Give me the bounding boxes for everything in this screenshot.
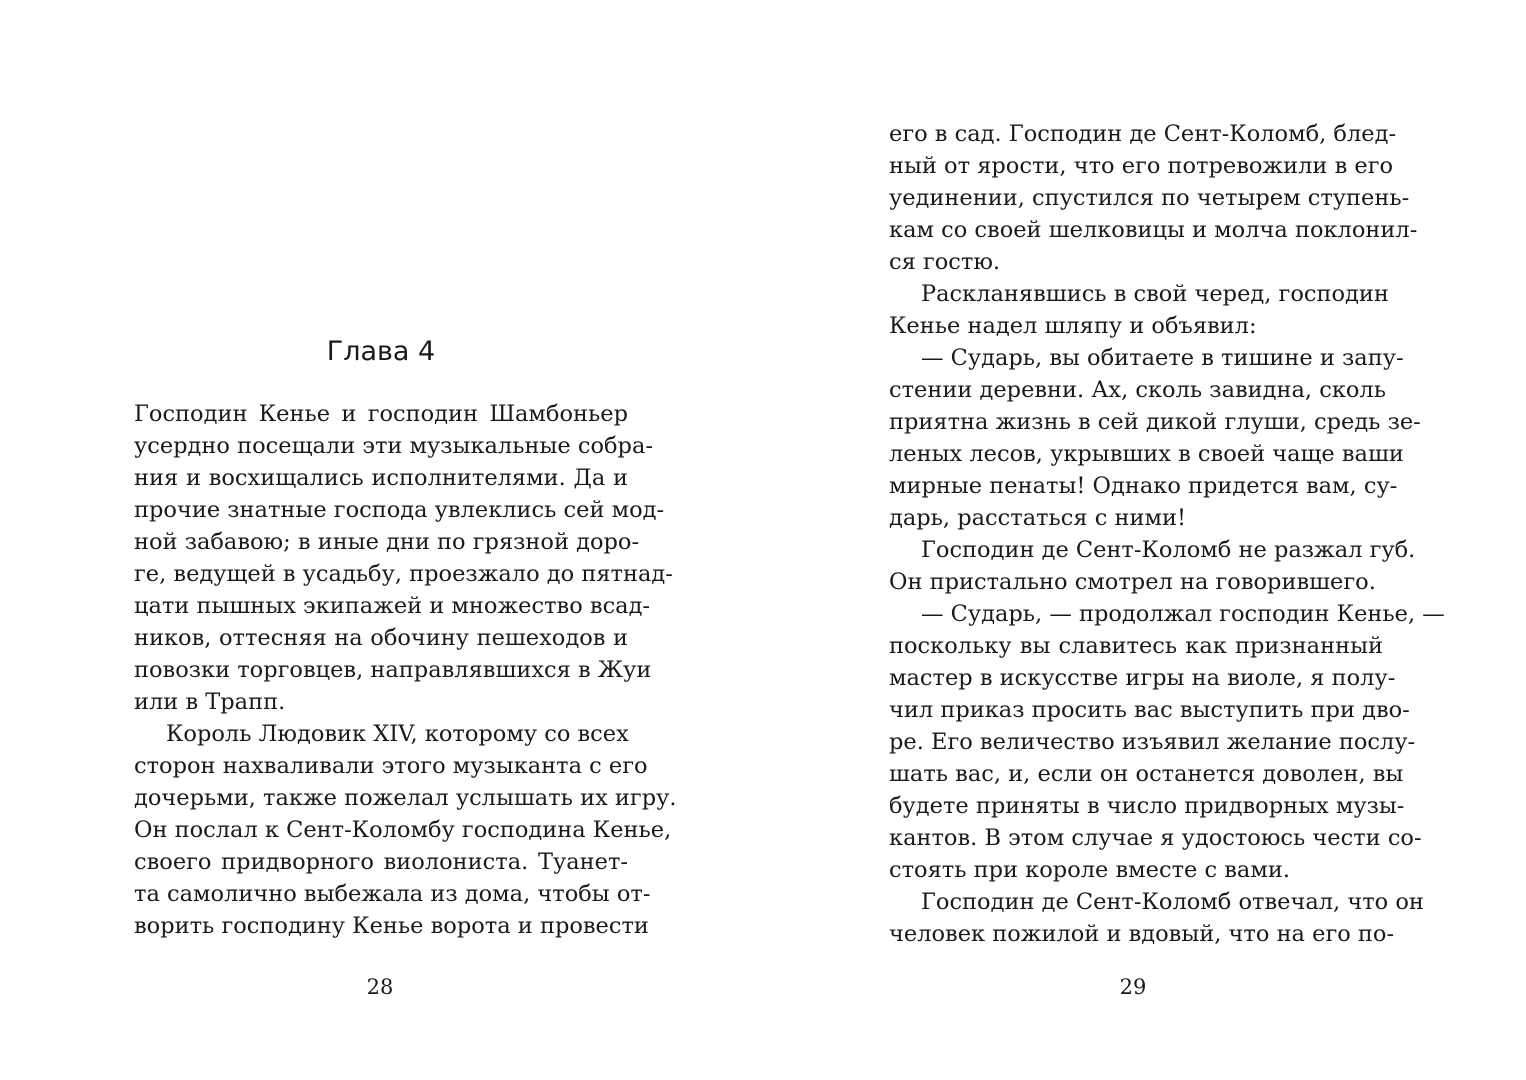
text-line: — Сударь, — продолжал господин Кенье, — xyxy=(921,601,1445,627)
text-line: повозки торговцев, направлявшихся в Жуи xyxy=(134,657,652,683)
text-line: мастер в искусстве игры на виоле, я полу- xyxy=(889,665,1396,691)
text-line: приятна жизнь в сей дикой глуши, средь зе- xyxy=(889,409,1421,435)
text-line: дочерьми, также пожелал услышать их игру. xyxy=(134,785,677,811)
text-line: ников, оттесняя на обочину пешеходов и xyxy=(134,625,628,651)
text-line: человек пожилой и вдовый, что на его по- xyxy=(889,921,1395,947)
text-line: Господин де Сент-Коломб отвечал, что он xyxy=(921,889,1424,915)
page-number: 29 xyxy=(1119,975,1147,999)
text-line: чил приказ просить вас выступить при дво- xyxy=(889,697,1410,723)
text-line: уединении, спустился по четырем ступень- xyxy=(889,185,1410,211)
text-line: или в Трапп. xyxy=(134,689,286,715)
text-line: Господин де Сент-Коломб не разжал губ. xyxy=(921,537,1416,563)
text-line: Кенье надел шляпу и объявил: xyxy=(889,313,1257,339)
text-line: ный от ярости, что его потревожили в его xyxy=(889,153,1394,179)
text-line: кам со своей шелковицы и молча поклонил- xyxy=(889,217,1418,243)
text-line: цати пышных экипажей и множество всад- xyxy=(134,593,651,619)
text-line: стении деревни. Ах, сколь завидна, сколь xyxy=(889,377,1386,403)
page-number: 28 xyxy=(366,975,394,999)
text-line: Он послал к Сент-Коломбу господина Кенье, xyxy=(134,817,672,843)
text-line: та самолично выбежала из дома, чтобы от- xyxy=(134,881,651,907)
text-line: поскольку вы славитесь как признанный xyxy=(889,633,1383,659)
right-page-text xyxy=(889,118,1445,950)
text-line: Господин Кенье и господин Шамбоньер xyxy=(134,401,628,427)
text-line: кантов. В этом случае я удостоюсь чести со- xyxy=(889,825,1422,851)
text-line: ге, ведущей в усадьбу, проезжало до пятнад- xyxy=(134,561,673,587)
text-line: Король Людовик XIV, которому со всех xyxy=(166,721,629,747)
text-line: ной забавою; в иные дни по грязной доро- xyxy=(134,529,640,555)
text-line: стоять при короле вместе с вами. xyxy=(889,857,1290,883)
text-line: ворить господину Кенье ворота и провести xyxy=(134,913,649,939)
right-page xyxy=(763,0,1526,1080)
chapter-title: Глава 4 xyxy=(326,336,436,367)
text-line: — Сударь, вы обитаете в тишине и запу- xyxy=(921,345,1404,371)
text-line: Он пристально смотрел на говорившего. xyxy=(889,569,1376,595)
text-line: его в сад. Господин де Сент-Коломб, блед- xyxy=(889,121,1397,147)
text-line: дарь, расстаться с ними! xyxy=(889,505,1187,531)
text-line: будете приняты в число придворных музы- xyxy=(889,793,1405,819)
text-line: мирные пенаты! Однако придется вам, су- xyxy=(889,473,1398,499)
text-line: шать вас, и, если он останется доволен, вы xyxy=(889,761,1404,787)
text-line: ния и восхищались исполнителями. Да и xyxy=(134,465,628,491)
text-line: сторон нахваливали этого музыканта с его xyxy=(134,753,648,779)
left-page-text xyxy=(134,398,677,942)
text-line: Раскланявшись в свой черед, господин xyxy=(921,281,1389,307)
text-line: ре. Его величество изъявил желание послу- xyxy=(889,729,1416,755)
text-line: леных лесов, укрывших в своей чаще ваши xyxy=(889,441,1404,467)
text-line: ся гостю. xyxy=(889,249,1001,275)
text-line: усердно посещали эти музыкальные собра- xyxy=(134,433,653,459)
text-line: своего придворного виолониста. Туанет- xyxy=(134,849,628,875)
text-line: прочие знатные господа увлеклись сей мод- xyxy=(134,497,665,523)
